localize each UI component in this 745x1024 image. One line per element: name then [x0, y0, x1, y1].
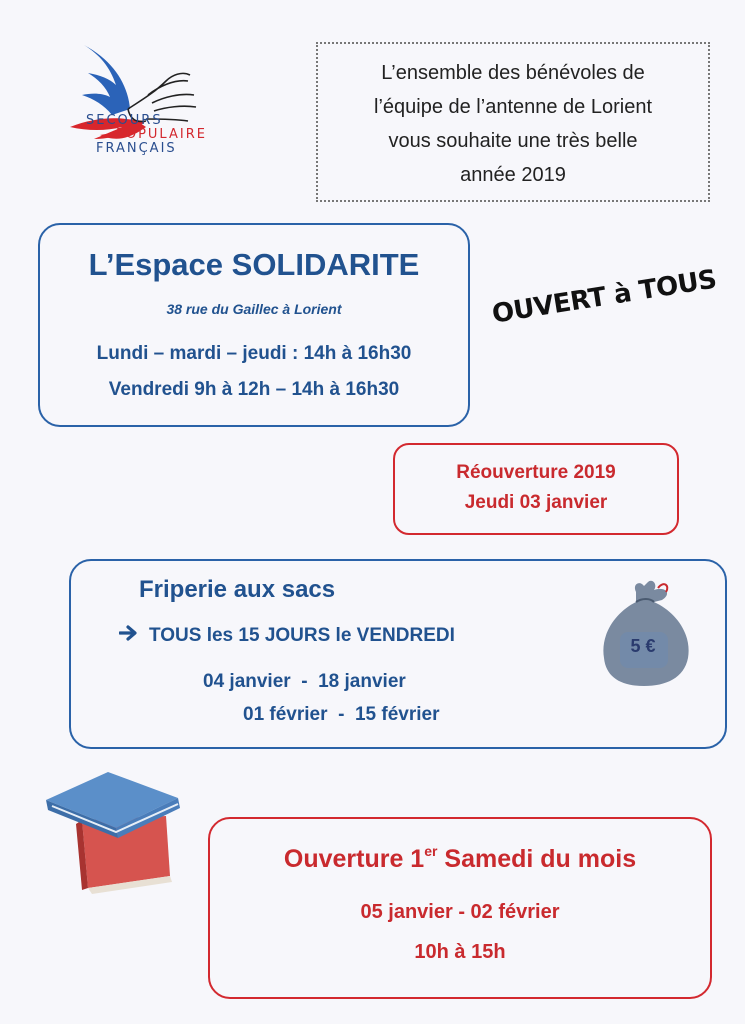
greeting-line-3: vous souhaite une très belle	[388, 130, 638, 152]
logo-line-francais: FRANÇAIS	[96, 141, 177, 156]
logo-line-secours: SECOURS	[86, 113, 163, 128]
bag-price: 5 €	[630, 636, 656, 656]
bag-icon	[596, 578, 696, 688]
espace-title: L’Espace SOLIDARITE	[88, 247, 420, 282]
greeting-line-1: L’ensemble des bénévoles de	[381, 62, 645, 84]
greeting-line-4: année 2019	[460, 164, 566, 186]
reouverture-box	[393, 443, 679, 535]
espace-hours-weekdays: Lundi – mardi – jeudi : 14h à 16h30	[96, 343, 412, 364]
arrow-right-icon	[119, 625, 141, 647]
reouverture-title: Réouverture 2019	[456, 462, 616, 483]
espace-hours-friday: Vendredi 9h à 12h – 14h à 16h30	[108, 379, 400, 400]
ouvert-a-tous-label: OUVERT à TOUS	[490, 264, 719, 330]
reouverture-date: Jeudi 03 janvier	[464, 492, 608, 513]
samedi-title-sup: er	[424, 843, 438, 859]
friperie-frequency: TOUS les 15 JOURS le VENDREDI	[149, 625, 455, 646]
greeting-box	[316, 42, 710, 202]
friperie-title: Friperie aux sacs	[139, 576, 336, 603]
friperie-dates-january: 04 janvier - 18 janvier	[203, 671, 406, 692]
greeting-line-2: l’équipe de l’antenne de Lorient	[374, 96, 652, 118]
espace-solidarite-box	[38, 223, 470, 427]
samedi-title-pre: Ouverture 1	[283, 845, 425, 873]
espace-address: 38 rue du Gaillec à Lorient	[166, 301, 342, 317]
samedi-dates: 05 janvier - 02 février	[360, 901, 560, 923]
samedi-hours: 10h à 15h	[414, 941, 506, 963]
books-icon	[38, 764, 188, 896]
friperie-frequency-row	[119, 625, 455, 647]
secours-populaire-logo	[70, 35, 210, 165]
samedi-box	[208, 817, 712, 999]
logo-line-populaire: POPULAIRE	[116, 127, 207, 142]
samedi-title	[210, 843, 710, 874]
friperie-dates-february: 01 février - 15 février	[243, 704, 440, 725]
samedi-title-post: Samedi du mois	[437, 845, 637, 873]
